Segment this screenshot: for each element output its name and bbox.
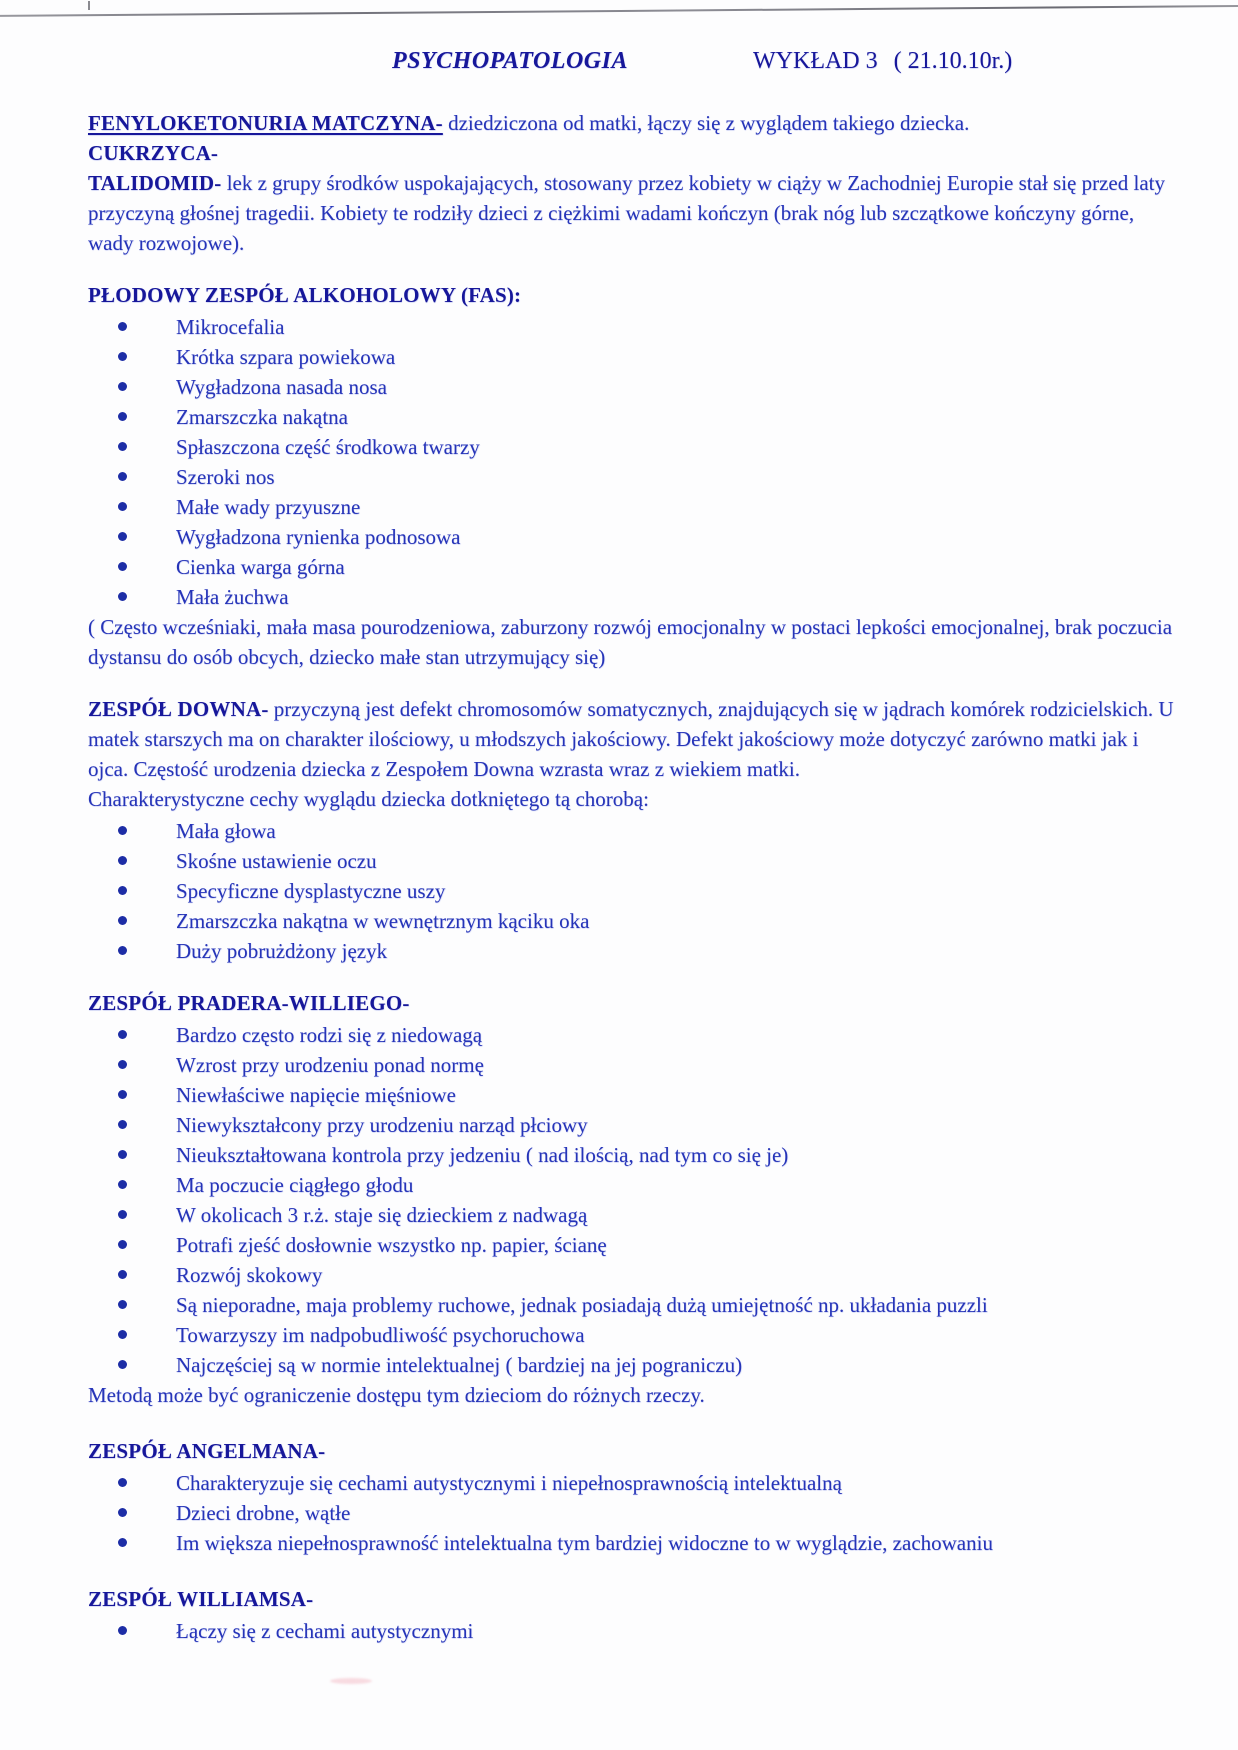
section-fas bbox=[88, 280, 1174, 672]
document-body bbox=[0, 108, 1238, 1646]
term-talidomid: TALIDOMID- bbox=[88, 171, 222, 195]
section-fenyloketonuria bbox=[88, 108, 1174, 138]
heading-pradera-williego bbox=[88, 988, 1174, 1018]
list-item: Niewłaściwe napięcie mięśniowe bbox=[88, 1080, 1174, 1110]
heading-williamsa bbox=[88, 1584, 1174, 1614]
list-item: Krótka szpara powiekowa bbox=[88, 342, 1174, 372]
text-talidomid: lek z grupy środków uspokajających, stosowany przez kobiety w ciąży w Zachodniej Europie stał się przed laty przyczyną głośnej tragedii. Kobiety te rodziły dzieci z ciężkimi wadami kończyn (brak nóg lub szczątkowe kończyny górne, wady rozwojowe). bbox=[88, 171, 1165, 255]
list-item: Towarzyszy im nadpobudliwość psychoruchowa bbox=[88, 1320, 1174, 1350]
list-item: Zmarszczka nakątna bbox=[88, 402, 1174, 432]
paragraph-downa bbox=[88, 694, 1174, 784]
list-item: Mała głowa bbox=[88, 816, 1174, 846]
list-item: Szeroki nos bbox=[88, 462, 1174, 492]
heading-angelmana bbox=[88, 1436, 1174, 1466]
note-pradera-williego: Metodą może być ograniczenie dostępu tym dzieciom do różnych rzeczy. bbox=[88, 1383, 705, 1407]
list-item: Cienka warga górna bbox=[88, 552, 1174, 582]
list-item: Wzrost przy urodzeniu ponad normę bbox=[88, 1050, 1174, 1080]
term-fas: PŁODOWY ZESPÓŁ ALKOHOLOWY (FAS): bbox=[88, 283, 522, 307]
document-header bbox=[0, 0, 1238, 104]
term-fenyloketonuria: FENYLOKETONURIA MATCZYNA- bbox=[88, 111, 443, 135]
list-item: Ma poczucie ciągłego głodu bbox=[88, 1170, 1174, 1200]
term-cukrzyca: CUKRZYCA- bbox=[88, 141, 219, 165]
term-pradera-williego: ZESPÓŁ PRADERA-WILLIEGO- bbox=[88, 991, 410, 1015]
text-fenyloketonuria: dziedziczona od matki, łączy się z wyglądem takiego dziecka. bbox=[448, 111, 970, 135]
section-talidomid bbox=[88, 168, 1174, 258]
note-fas: ( Często wcześniaki, mała masa pourodzeniowa, zaburzony rozwój emocjonalny w postaci lepkości emocjonalnej, brak poczucia dystansu do osób obcych, dziecko małe stan utrzymujący się) bbox=[88, 615, 1173, 669]
course-title: PSYCHOPATOLOGIA bbox=[392, 48, 628, 74]
list-item: Specyficzne dysplastyczne uszy bbox=[88, 876, 1174, 906]
lecture-date: ( 21.10.10r.) bbox=[893, 48, 1013, 74]
section-cukrzyca bbox=[88, 138, 1174, 168]
list-item: Mała żuchwa bbox=[88, 582, 1174, 612]
bullet-list-angelmana bbox=[88, 1468, 1174, 1558]
list-item: Rozwój skokowy bbox=[88, 1260, 1174, 1290]
scan-smudge-artifact bbox=[330, 1678, 372, 1684]
bullet-list-williamsa bbox=[88, 1616, 1174, 1646]
list-item: Niewykształcony przy urodzeniu narząd płciowy bbox=[88, 1110, 1174, 1140]
list-item: Łączy się z cechami autystycznymi bbox=[88, 1616, 1174, 1646]
list-item: Wygładzona rynienka podnosowa bbox=[88, 522, 1174, 552]
list-item: Spłaszczona część środkowa twarzy bbox=[88, 432, 1174, 462]
list-item: Im większa niepełnosprawność intelektualna tym bardziej widoczne to w wyglądzie, zachowaniu bbox=[88, 1528, 1174, 1558]
list-item: Małe wady przyuszne bbox=[88, 492, 1174, 522]
list-item: Nieukształtowana kontrola przy jedzeniu ( nad ilością, nad tym co się je) bbox=[88, 1140, 1174, 1170]
list-item: Skośne ustawienie oczu bbox=[88, 846, 1174, 876]
list-item: Są nieporadne, maja problemy ruchowe, jednak posiadają dużą umiejętność np. układania puzzli bbox=[88, 1290, 1174, 1320]
bullet-list-downa bbox=[88, 816, 1174, 966]
bullet-list-pradera-williego bbox=[88, 1020, 1174, 1380]
section-angelmana bbox=[88, 1436, 1174, 1558]
list-item: Mikrocefalia bbox=[88, 312, 1174, 342]
list-item: Zmarszczka nakątna w wewnętrznym kąciku oka bbox=[88, 906, 1174, 936]
list-item: Potrafi zjeść dosłownie wszystko np. papier, ścianę bbox=[88, 1230, 1174, 1260]
list-item: Dzieci drobne, wątłe bbox=[88, 1498, 1174, 1528]
section-williamsa bbox=[88, 1584, 1174, 1646]
list-item: Bardzo często rodzi się z niedowagą bbox=[88, 1020, 1174, 1050]
list-item: W okolicach 3 r.ż. staje się dzieckiem z nadwagą bbox=[88, 1200, 1174, 1230]
list-item: Wygładzona nasada nosa bbox=[88, 372, 1174, 402]
term-downa: ZESPÓŁ DOWNA- bbox=[88, 697, 269, 721]
heading-fas bbox=[88, 280, 1174, 310]
subheading-downa: Charakterystyczne cechy wyglądu dziecka dotkniętego tą chorobą: bbox=[88, 787, 649, 811]
section-downa bbox=[88, 694, 1174, 966]
lecture-label: WYKŁAD 3 bbox=[753, 48, 878, 74]
section-pradera-williego bbox=[88, 988, 1174, 1410]
list-item: Duży pobrużdżony język bbox=[88, 936, 1174, 966]
bullet-list-fas bbox=[88, 312, 1174, 612]
list-item: Najczęściej są w normie intelektualnej ( bardziej na jej pograniczu) bbox=[88, 1350, 1174, 1380]
text-downa: przyczyną jest defekt chromosomów somatycznych, znajdujących się w jądrach komórek rodzicielskich. U matek starszych ma on charakter ilościowy, u młodszych jakościowy. Defekt jakościowy może dotyczyć zarówno matki jak i ojca. Częstość urodzenia dziecka z Zespołem Downa wzrasta wraz z wiekiem matki. bbox=[88, 697, 1174, 781]
term-angelmana: ZESPÓŁ ANGELMANA- bbox=[88, 1439, 326, 1463]
list-item: Charakteryzuje się cechami autystycznymi i niepełnosprawnością intelektualną bbox=[88, 1468, 1174, 1498]
term-williamsa: ZESPÓŁ WILLIAMSA- bbox=[88, 1587, 314, 1611]
lecture-title bbox=[753, 48, 1012, 75]
